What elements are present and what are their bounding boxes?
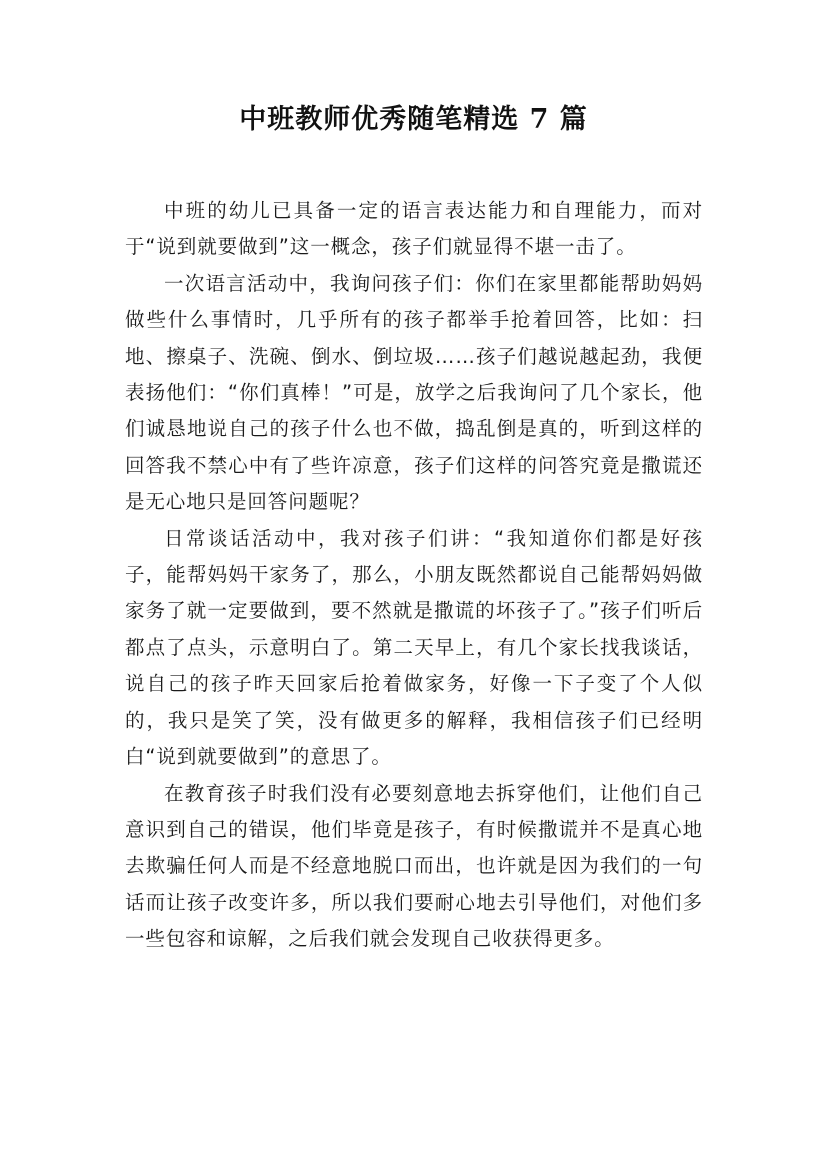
paragraph-4: 在教育孩子时我们没有必要刻意地去拆穿他们，让他们自己意识到自己的错误，他们毕竟是孩子，有时候撒谎并不是真心地去欺骗任何人而是不经意地脱口而出，也许就是因为我们的一句话而让孩子改变许多，所以我们要耐心地去引导他们，对他们多一些包容和谅解，之后我们就会发现自己收获得更多。 <box>125 781 703 951</box>
paragraph-2: 一次语言活动中，我询问孩子们：你们在家里都能帮助妈妈做些什么事情时，几乎所有的孩子都举手抢着回答，比如：扫地、擦桌子、洗碗、倒水、倒垃圾……孩子们越说越起劲，我便表扬他们：“你们真棒！”可是，放学之后我询问了几个家长，他们诚恳地说自己的孩子什么也不做，捣乱倒是真的，听到这样的回答我不禁心中有了些许凉意，孩子们这样的问答究竟是撒谎还是无心地只是回答问题呢？ <box>125 271 703 514</box>
document-title: 中班教师优秀随笔精选 7 篇 <box>239 104 588 135</box>
paragraph-1: 中班的幼儿已具备一定的语言表达能力和自理能力，而对于“说到就要做到”这一概念，孩子们就显得不堪一击了。 <box>125 199 703 259</box>
document-body <box>125 193 703 958</box>
paragraph-3: 日常谈话活动中，我对孩子们讲：“我知道你们都是好孩子，能帮妈妈干家务了，那么，小朋友既然都说自己能帮妈妈做家务了就一定要做到，要不然就是撒谎的坏孩子了。”孩子们听后都点了点头，示意明白了。第二天早上，有几个家长找我谈话，说自己的孩子昨天回家后抢着做家务，好像一下子变了个人似的，我只是笑了笑，没有做更多的解释，我相信孩子们已经明白“说到就要做到”的意思了。 <box>125 526 703 769</box>
